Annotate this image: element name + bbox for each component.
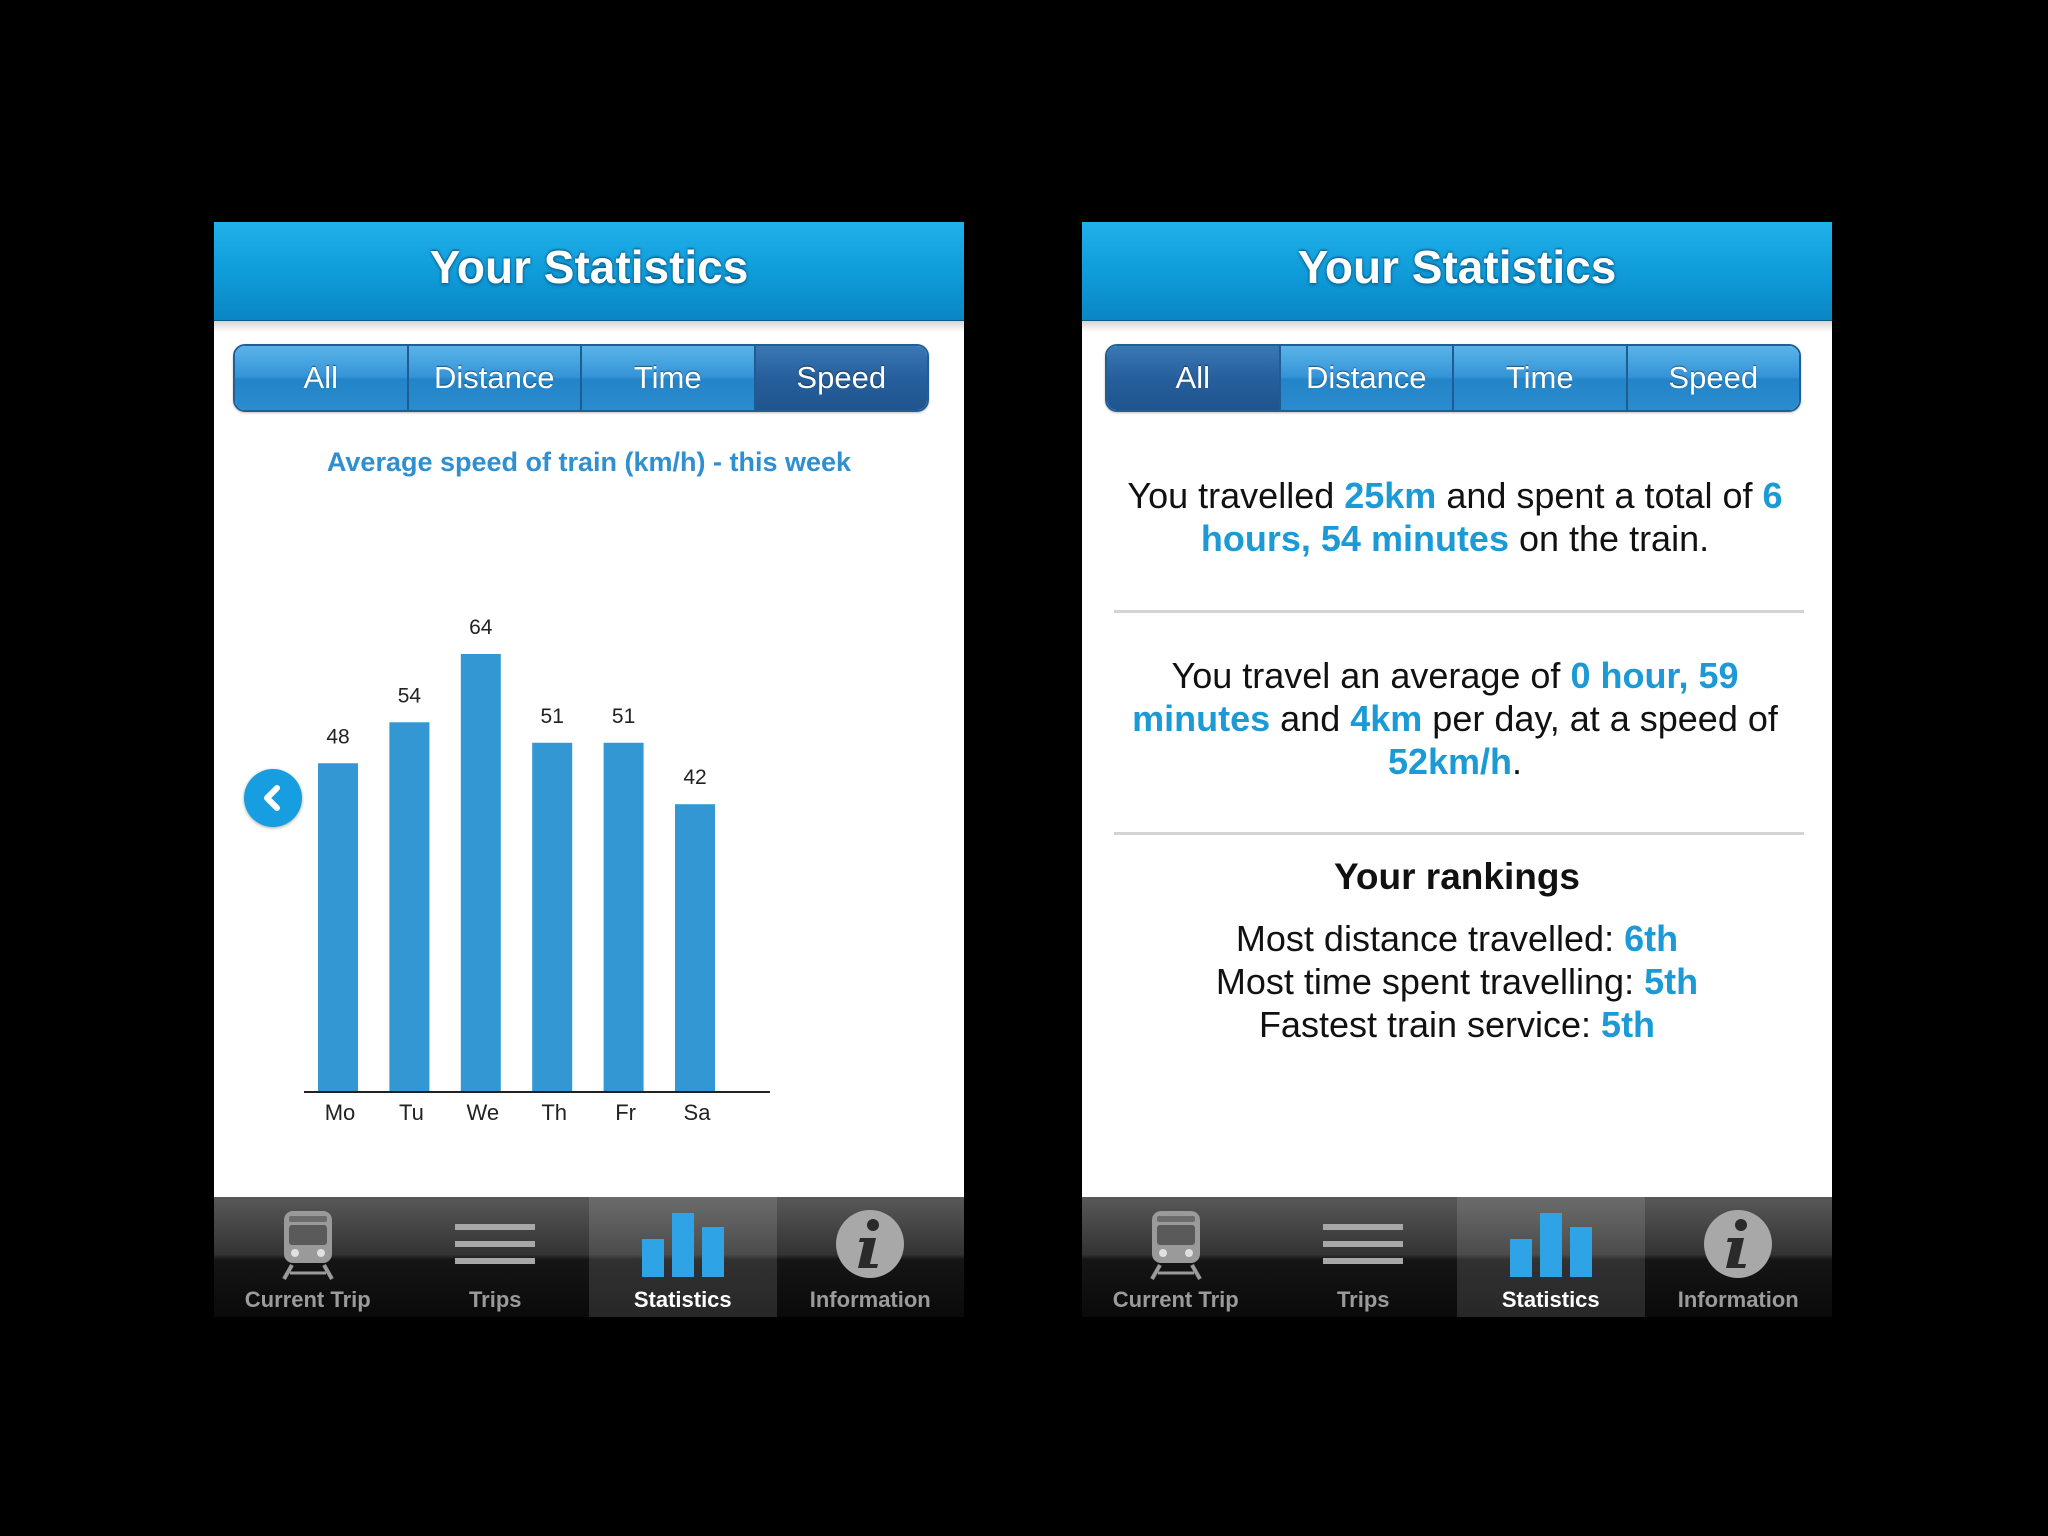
tab-trips[interactable] [402, 1197, 590, 1317]
bar-we [461, 654, 501, 1091]
statistics-all-screen [1082, 222, 1832, 1317]
average-text: per day, at a speed of [1422, 698, 1778, 739]
stats-segmented-control [1105, 344, 1801, 412]
data-label: 54 [397, 684, 422, 708]
ranking-distance [1082, 918, 1832, 960]
ranking-label: Most distance travelled: [1235, 918, 1625, 959]
x-tick-label: Th [541, 1100, 568, 1122]
total-distance-value: 25km [1344, 475, 1437, 516]
segment-time[interactable]: Time [1452, 346, 1626, 410]
tab-bar [214, 1197, 964, 1317]
info-icon [834, 1208, 906, 1280]
train-icon [278, 1207, 338, 1281]
ranking-label: Most time spent travelling: [1215, 961, 1645, 1002]
x-tick-label: Fr [615, 1100, 636, 1122]
divider [1114, 610, 1804, 613]
rankings-title: Your rankings [1333, 856, 1581, 897]
tab-label-trips: Trips [468, 1287, 522, 1312]
statistics-speed-screen [214, 222, 964, 1317]
page-title: Your Statistics [1297, 241, 1617, 293]
list-icon [1321, 1214, 1405, 1274]
data-label: 51 [611, 704, 636, 728]
segment-time[interactable]: Time [580, 346, 754, 410]
x-tick-label: We [466, 1100, 500, 1122]
average-distance-value: 4km [1350, 698, 1423, 739]
ranking-value: 6th [1624, 918, 1679, 959]
tab-label-statistics: Statistics [1501, 1287, 1600, 1312]
segment-all[interactable]: All [1107, 346, 1279, 410]
bar-mo [318, 763, 358, 1091]
tab-label-current-trip: Current Trip [1112, 1287, 1239, 1312]
bar-chart-icon [1508, 1209, 1594, 1279]
bar-th [532, 743, 572, 1091]
bar-chart-icon [640, 1209, 726, 1279]
segment-all[interactable]: All [235, 346, 407, 410]
tab-trips[interactable] [1270, 1197, 1458, 1317]
total-travel-summary [1110, 474, 1800, 560]
tab-bar [1082, 1197, 1832, 1317]
data-label: 64 [469, 616, 493, 639]
tab-label-statistics: Statistics [633, 1287, 732, 1312]
summary-text: on the train. [1508, 518, 1710, 559]
segment-speed[interactable]: Speed [754, 346, 928, 410]
chart-title: Average speed of train (km/h) - this week [326, 447, 852, 477]
data-label: 51 [540, 704, 564, 728]
train-icon [1146, 1207, 1206, 1281]
tab-information[interactable] [777, 1197, 965, 1317]
bar-fr [604, 743, 644, 1091]
tab-statistics[interactable] [1457, 1197, 1645, 1317]
divider [1114, 832, 1804, 835]
header-shadow [1082, 320, 1832, 332]
segment-distance[interactable]: Distance [1279, 346, 1453, 410]
info-icon [1702, 1208, 1774, 1280]
data-label: 48 [326, 725, 350, 749]
average-speed-value: 52km/h [1387, 741, 1513, 782]
tab-information[interactable] [1645, 1197, 1833, 1317]
ranking-speed [1082, 1004, 1832, 1046]
summary-text: You travelled [1127, 475, 1345, 516]
tab-label-information: Information [1677, 1287, 1799, 1312]
tab-label-trips: Trips [1336, 1287, 1390, 1312]
ranking-time [1082, 961, 1832, 1003]
tab-label-current-trip: Current Trip [244, 1287, 371, 1312]
ranking-value: 5th [1644, 961, 1699, 1002]
ranking-label: Fastest train service: [1258, 1004, 1602, 1045]
x-tick-label: Tu [398, 1100, 424, 1122]
bar-tu [389, 722, 429, 1091]
speed-bar-chart [214, 222, 964, 1122]
summary-text: and spent a total of [1436, 475, 1763, 516]
total-time-value: 6 hours, 54 minutes [1200, 475, 1783, 559]
daily-average-summary [1110, 654, 1800, 783]
list-icon [453, 1214, 537, 1274]
average-text: You travel an average of [1171, 655, 1571, 696]
average-text: and [1270, 698, 1351, 739]
tab-current-trip[interactable] [1082, 1197, 1270, 1317]
segment-speed[interactable]: Speed [1626, 346, 1800, 410]
tab-statistics[interactable] [589, 1197, 777, 1317]
average-text: . [1512, 741, 1523, 782]
tab-current-trip[interactable] [214, 1197, 402, 1317]
x-tick-label: Sa [683, 1100, 711, 1122]
page-title: Your Statistics [429, 241, 749, 293]
bar-sa [675, 804, 715, 1091]
tab-label-information: Information [809, 1287, 931, 1312]
average-time-value: 0 hour, 59 minutes [1132, 655, 1739, 739]
data-label: 42 [683, 766, 707, 790]
x-tick-label: Mo [324, 1100, 356, 1122]
navigation-bar [1082, 222, 1832, 321]
segment-distance[interactable]: Distance [407, 346, 581, 410]
ranking-value: 5th [1601, 1004, 1656, 1045]
